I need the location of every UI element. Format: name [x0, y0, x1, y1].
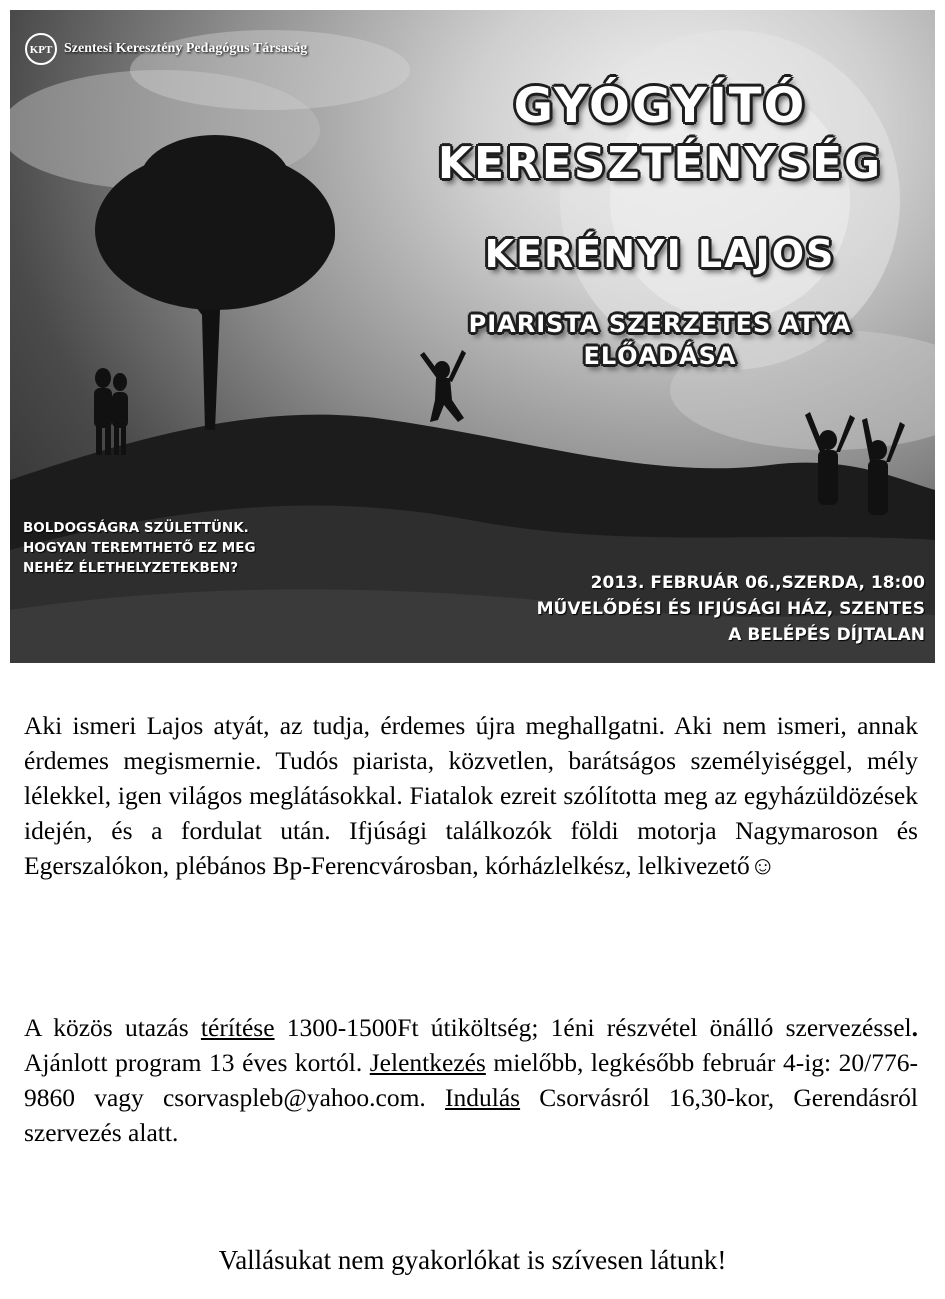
event-admission: A BELÉPÉS DÍJTALAN [728, 625, 925, 645]
text-segment: mielőbb, legkésőbb február 4-ig: 20/776-9860 vagy csorvaspleb@yahoo.com. [24, 1048, 918, 1112]
text-segment: A közös utazás [24, 1013, 201, 1042]
text-segment: Ajánlott program 13 éves kortól. [24, 1048, 370, 1077]
speaker-description-paragraph: Aki ismeri Lajos atyát, az tudja, érdemes újra meghallgatni. Aki nem ismeri, annak érdemes megismernie. Tudós piarista, közvetlen, barátságos személyiséggel, mély lélekkel, igen világos meglátásokkal. Fiatalok ezreit szólította meg az egyházüldözések idején, és a fordulat után. Ifjúsági találkozók földi motorja Nagymaroson és Egerszalókon, plébános Bp-Ferencvárosban, kórházlelkész, lelkivezető☺ [24, 711, 918, 880]
speaker-role-line-2: ELŐADÁSA [583, 342, 737, 370]
svg-text:KPT: KPT [29, 44, 53, 56]
speaker-role-line-1: PIARISTA SZERZETES ATYA [468, 310, 852, 338]
text-segment: 1300-1500Ft útiköltség; 1éni részvétel önálló szervezéssel [274, 1013, 912, 1042]
organization-header [24, 32, 307, 66]
departure-label: Indulás [445, 1083, 521, 1112]
event-poster [10, 10, 935, 663]
travel-info-paragraph [24, 1010, 918, 1150]
text-segment: Csorvásról 16,30-kor, Gerendásról szervezés alatt. [24, 1083, 918, 1147]
title-line-2: KERESZTÉNYSÉG [437, 138, 883, 189]
tagline-line: BOLDOGSÁGRA SZÜLETTÜNK. [23, 520, 249, 536]
text-segment: . [911, 1013, 918, 1042]
tagline-line: HOGYAN TEREMTHETŐ EZ MEG [23, 540, 256, 556]
event-venue: MŰVELŐDÉSI ÉS IFJÚSÁGI HÁZ, SZENTES [536, 599, 925, 619]
fee-label: térítése [200, 1013, 275, 1042]
title-line-1: GYÓGYÍTÓ [513, 78, 807, 134]
closing-invitation: Vallásukat nem gyakorlókat is szívesen látunk! [218, 1245, 727, 1275]
event-details [537, 570, 925, 648]
organization-name: Szentesi Keresztény Pedagógus Társaság [64, 41, 308, 56]
speaker-name: KERÉNYI LAJOS [484, 232, 836, 276]
organization-logo-icon [24, 32, 58, 66]
tagline [23, 518, 323, 578]
tagline-line: NEHÉZ ÉLETHELYZETEKBEN? [23, 560, 239, 576]
event-date: 2013. FEBRUÁR 06.,SZERDA, 18:00 [590, 573, 925, 593]
registration-label: Jelentkezés [369, 1048, 486, 1077]
